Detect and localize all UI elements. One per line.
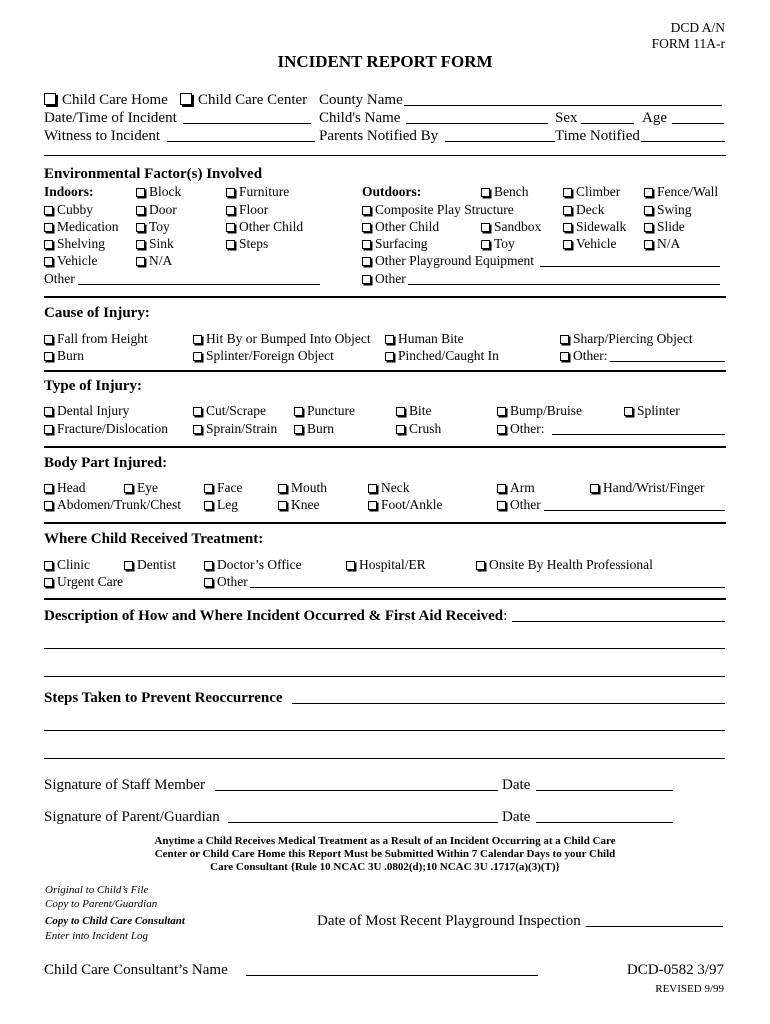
checkbox-icon [204,578,213,587]
staff-signature-label: Signature of Staff Member [44,777,205,793]
checkbox-icon [44,257,53,266]
body-other-field[interactable] [544,510,725,511]
outdoor-composite-play[interactable]: Composite Play Structure [362,202,514,218]
indoors-label: Indoors: [44,184,94,199]
witness-label: Witness to Incident [44,128,161,144]
staff-signature-field[interactable] [215,790,498,791]
checkbox-icon [362,257,371,266]
cause-other[interactable]: Other: [560,348,608,364]
distribution-list [45,883,185,943]
body-face[interactable]: Face [204,480,242,496]
checkbox-icon [563,206,572,215]
playground-inspection-field[interactable] [586,926,723,927]
age-label: Age [642,110,667,126]
checkbox-icon [44,335,53,344]
type-dental[interactable]: Dental Injury [44,403,129,419]
outdoor-vehicle[interactable]: Vehicle [563,236,616,252]
outdoor-swing[interactable]: Swing [644,202,692,218]
checkbox-icon [136,223,145,232]
child-care-home-option[interactable]: Child Care Home [44,91,168,109]
checkbox-icon [385,335,394,344]
checkbox-icon [644,223,653,232]
indoor-cubby[interactable]: Cubby [44,202,93,218]
type-splinter[interactable]: Splinter [624,403,680,419]
checkbox-icon [226,206,235,215]
cause-pinched[interactable]: Pinched/Caught In [385,348,499,364]
outdoor-climber[interactable]: Climber [563,184,620,200]
body-eye[interactable]: Eye [124,480,158,496]
checkbox-icon [294,407,303,416]
type-heading: Type of Injury: [44,378,143,394]
checkbox-icon [362,275,371,284]
outdoor-slide[interactable]: Slide [644,219,685,235]
checkbox-icon [204,484,213,493]
consultant-name-field[interactable] [246,975,538,976]
checkbox-icon [644,188,653,197]
checkbox-icon [44,352,53,361]
parent-date-field[interactable] [536,822,673,823]
distribution-original: Original to Child’s File [45,884,149,896]
treatment-dentist[interactable]: Dentist [124,557,176,573]
treatment-other-field[interactable] [250,587,725,588]
outdoor-other[interactable]: Other [362,271,406,287]
body-knee[interactable]: Knee [278,497,319,513]
indoor-steps[interactable]: Steps [226,236,268,252]
body-other[interactable]: Other [497,497,541,513]
checkbox-icon [204,501,213,510]
distribution-log: Enter into Incident Log [45,930,148,942]
outdoor-other-field[interactable] [408,284,720,285]
outdoor-toy[interactable]: Toy [481,236,515,252]
checkbox-icon [368,484,377,493]
checkbox-icon [136,257,145,266]
playground-inspection-label: Date of Most Recent Playground Inspection [317,913,581,929]
time-notified-field[interactable] [641,141,725,142]
treatment-onsite[interactable]: Onsite By Health Professional [476,557,653,573]
outdoors-label: Outdoors: [362,184,422,199]
cause-splinter[interactable]: Splinter/Foreign Object [193,348,334,364]
checkbox-icon [563,223,572,232]
description-field-line3[interactable] [44,676,725,677]
checkbox-icon [136,188,145,197]
checkbox-icon [44,425,53,434]
treatment-urgent-care[interactable]: Urgent Care [44,574,123,590]
description-label: Description of How and Where Incident Occurred & First Aid Received: [44,608,508,624]
cause-fall-from-height[interactable]: Fall from Height [44,331,148,347]
indoor-other-field[interactable] [78,284,320,285]
steps-field-line1[interactable] [292,703,725,704]
parent-date-label: Date [502,809,531,825]
steps-field-line3[interactable] [44,758,725,759]
notice-line3: Care Consultant {Rule 10 NCAC 3U .0802(d);10 NCAC 3U .1717(a)(3)(T)} [210,861,560,873]
childs-name-field[interactable] [406,123,548,124]
checkbox-icon [563,188,572,197]
checkbox-icon [278,501,287,510]
checkbox-icon [44,578,53,587]
checkbox-icon [644,206,653,215]
divider [44,296,726,298]
county-name-field[interactable] [404,105,722,106]
outdoor-other-playground-field[interactable] [540,266,720,267]
environmental-heading: Environmental Factor(s) Involved [44,166,263,182]
sex-field[interactable] [581,123,634,124]
indoor-other-child[interactable]: Other Child [226,219,303,235]
checkbox-icon [624,407,633,416]
checkbox-icon [193,352,202,361]
checkbox-icon [226,223,235,232]
cause-other-field[interactable] [610,361,725,362]
body-abdomen[interactable]: Abdomen/Trunk/Chest [44,497,181,513]
checkbox-icon [44,223,53,232]
date-time-field[interactable] [183,123,311,124]
outdoor-sidewalk[interactable]: Sidewalk [563,219,626,235]
type-other-field[interactable] [552,434,725,435]
checkbox-icon [497,484,506,493]
checkbox-icon [193,425,202,434]
checkbox-icon [193,407,202,416]
type-cut-scrape[interactable]: Cut/Scrape [193,403,266,419]
checkbox-icon [44,561,53,570]
cause-sharp-object[interactable]: Sharp/Piercing Object [560,331,693,347]
checkbox-icon [44,407,53,416]
checkbox-icon [124,561,133,570]
divider [44,522,726,524]
staff-date-field[interactable] [536,790,673,791]
body-neck[interactable]: Neck [368,480,409,496]
type-crush[interactable]: Crush [396,421,441,437]
type-fracture[interactable]: Fracture/Dislocation [44,421,168,437]
treatment-clinic[interactable]: Clinic [44,557,90,573]
consultant-name-label: Child Care Consultant’s Name [44,962,228,978]
parents-notified-field[interactable] [445,141,555,142]
outdoor-surfacing[interactable]: Surfacing [362,236,427,252]
notice-line1: Anytime a Child Receives Medical Treatment as a Result of an Incident Occurring at a Child Care [154,835,616,847]
indoor-na[interactable]: N/A [136,253,172,269]
indoor-furniture[interactable]: Furniture [226,184,289,200]
indoor-door[interactable]: Door [136,202,177,218]
checkbox-icon [560,352,569,361]
checkbox-icon [385,352,394,361]
checkbox-icon [396,425,405,434]
type-bite[interactable]: Bite [396,403,432,419]
date-time-label: Date/Time of Incident [44,110,177,126]
form-code-line2: FORM 11A-r [651,36,725,51]
type-sprain-strain[interactable]: Sprain/Strain [193,421,277,437]
checkbox-icon [497,501,506,510]
checkbox-icon [481,240,490,249]
checkbox-icon [396,407,405,416]
page-title: INCIDENT REPORT FORM [277,52,493,71]
indoor-toy[interactable]: Toy [136,219,170,235]
checkbox-icon [44,93,56,105]
indoor-medication[interactable]: Medication [44,219,118,235]
indoor-floor[interactable]: Floor [226,202,268,218]
description-field-line2[interactable] [44,648,725,649]
cause-human-bite[interactable]: Human Bite [385,331,464,347]
distribution-parent: Copy to Parent/Guardian [45,898,158,910]
checkbox-icon [124,484,133,493]
distribution-consultant: Copy to Child Care Consultant [45,915,185,927]
cause-hit-by-object[interactable]: Hit By or Bumped Into Object [193,331,371,347]
divider [44,155,726,156]
type-bump-bruise[interactable]: Bump/Bruise [497,403,582,419]
treatment-heading: Where Child Received Treatment: [44,531,264,547]
checkbox-icon [362,240,371,249]
checkbox-icon [497,425,506,434]
cause-heading: Cause of Injury: [44,305,150,321]
submission-notice [0,835,770,874]
time-notified-label: Time Notified [555,128,640,144]
checkbox-icon [362,206,371,215]
treatment-doctors-office[interactable]: Doctor’s Office [204,557,302,573]
checkbox-icon [136,240,145,249]
form-code-line1: DCD A/N [670,20,725,35]
parents-notified-label: Parents Notified By [319,128,439,144]
checkbox-icon [644,240,653,249]
child-care-center-option[interactable]: Child Care Center [180,91,307,109]
checkbox-icon [294,425,303,434]
checkbox-icon [44,206,53,215]
checkbox-icon [362,223,371,232]
childs-name-label: Child's Name [319,110,401,126]
witness-field[interactable] [167,141,315,142]
body-hand-wrist-finger[interactable]: Hand/Wrist/Finger [590,480,704,496]
checkbox-icon [226,240,235,249]
type-other[interactable]: Other: [497,421,545,437]
checkbox-icon [476,561,485,570]
cause-burn[interactable]: Burn [44,348,84,364]
parent-signature-field[interactable] [228,822,498,823]
steps-label: Steps Taken to Prevent Reoccurrence [44,690,283,706]
outdoor-fence-wall[interactable]: Fence/Wall [644,184,718,200]
outdoor-na[interactable]: N/A [644,236,680,252]
checkbox-icon [44,484,53,493]
notice-line2: Center or Child Care Home this Report Must be Submitted Within 7 Calendar Days to your Child [154,848,616,860]
checkbox-icon [560,335,569,344]
outdoor-sandbox[interactable]: Sandbox [481,219,541,235]
checkbox-icon [497,407,506,416]
description-field-line1[interactable] [512,621,725,622]
body-mouth[interactable]: Mouth [278,480,327,496]
outdoor-other-child[interactable]: Other Child [362,219,439,235]
checkbox-icon [136,206,145,215]
checkbox-icon [226,188,235,197]
indoor-sink[interactable]: Sink [136,236,174,252]
treatment-hospital-er[interactable]: Hospital/ER [346,557,426,573]
checkbox-icon [590,484,599,493]
indoor-block[interactable]: Block [136,184,181,200]
treatment-other[interactable]: Other [204,574,248,590]
checkbox-icon [193,335,202,344]
sex-label: Sex [555,110,578,126]
indoor-shelving[interactable]: Shelving [44,236,105,252]
form-number: DCD-0582 3/97 [626,962,724,978]
divider [44,370,726,372]
body-heading: Body Part Injured: [44,455,168,471]
revised-date: REVISED 9/99 [655,983,724,995]
indoor-other-label: Other [44,271,75,286]
checkbox-icon [44,240,53,249]
outdoor-bench[interactable]: Bench [481,184,529,200]
checkbox-icon [180,93,192,105]
checkbox-icon [346,561,355,570]
steps-field-line2[interactable] [44,730,725,731]
checkbox-icon [204,561,213,570]
checkbox-icon [481,223,490,232]
outdoor-deck[interactable]: Deck [563,202,604,218]
outdoor-other-playground[interactable]: Other Playground Equipment [362,253,534,269]
checkbox-icon [44,501,53,510]
body-foot-ankle[interactable]: Foot/Ankle [368,497,443,513]
indoor-vehicle[interactable]: Vehicle [44,253,97,269]
body-leg[interactable]: Leg [204,497,238,513]
body-head[interactable]: Head [44,480,85,496]
type-burn[interactable]: Burn [294,421,334,437]
divider [44,598,726,600]
divider [44,446,726,448]
form-code [652,20,725,52]
body-arm[interactable]: Arm [497,480,535,496]
checkbox-icon [481,188,490,197]
age-field[interactable] [672,123,724,124]
checkbox-icon [563,240,572,249]
checkbox-icon [278,484,287,493]
checkbox-icon [368,501,377,510]
staff-date-label: Date [502,777,531,793]
type-puncture[interactable]: Puncture [294,403,355,419]
county-name-label: County Name [319,92,403,108]
parent-signature-label: Signature of Parent/Guardian [44,809,220,825]
